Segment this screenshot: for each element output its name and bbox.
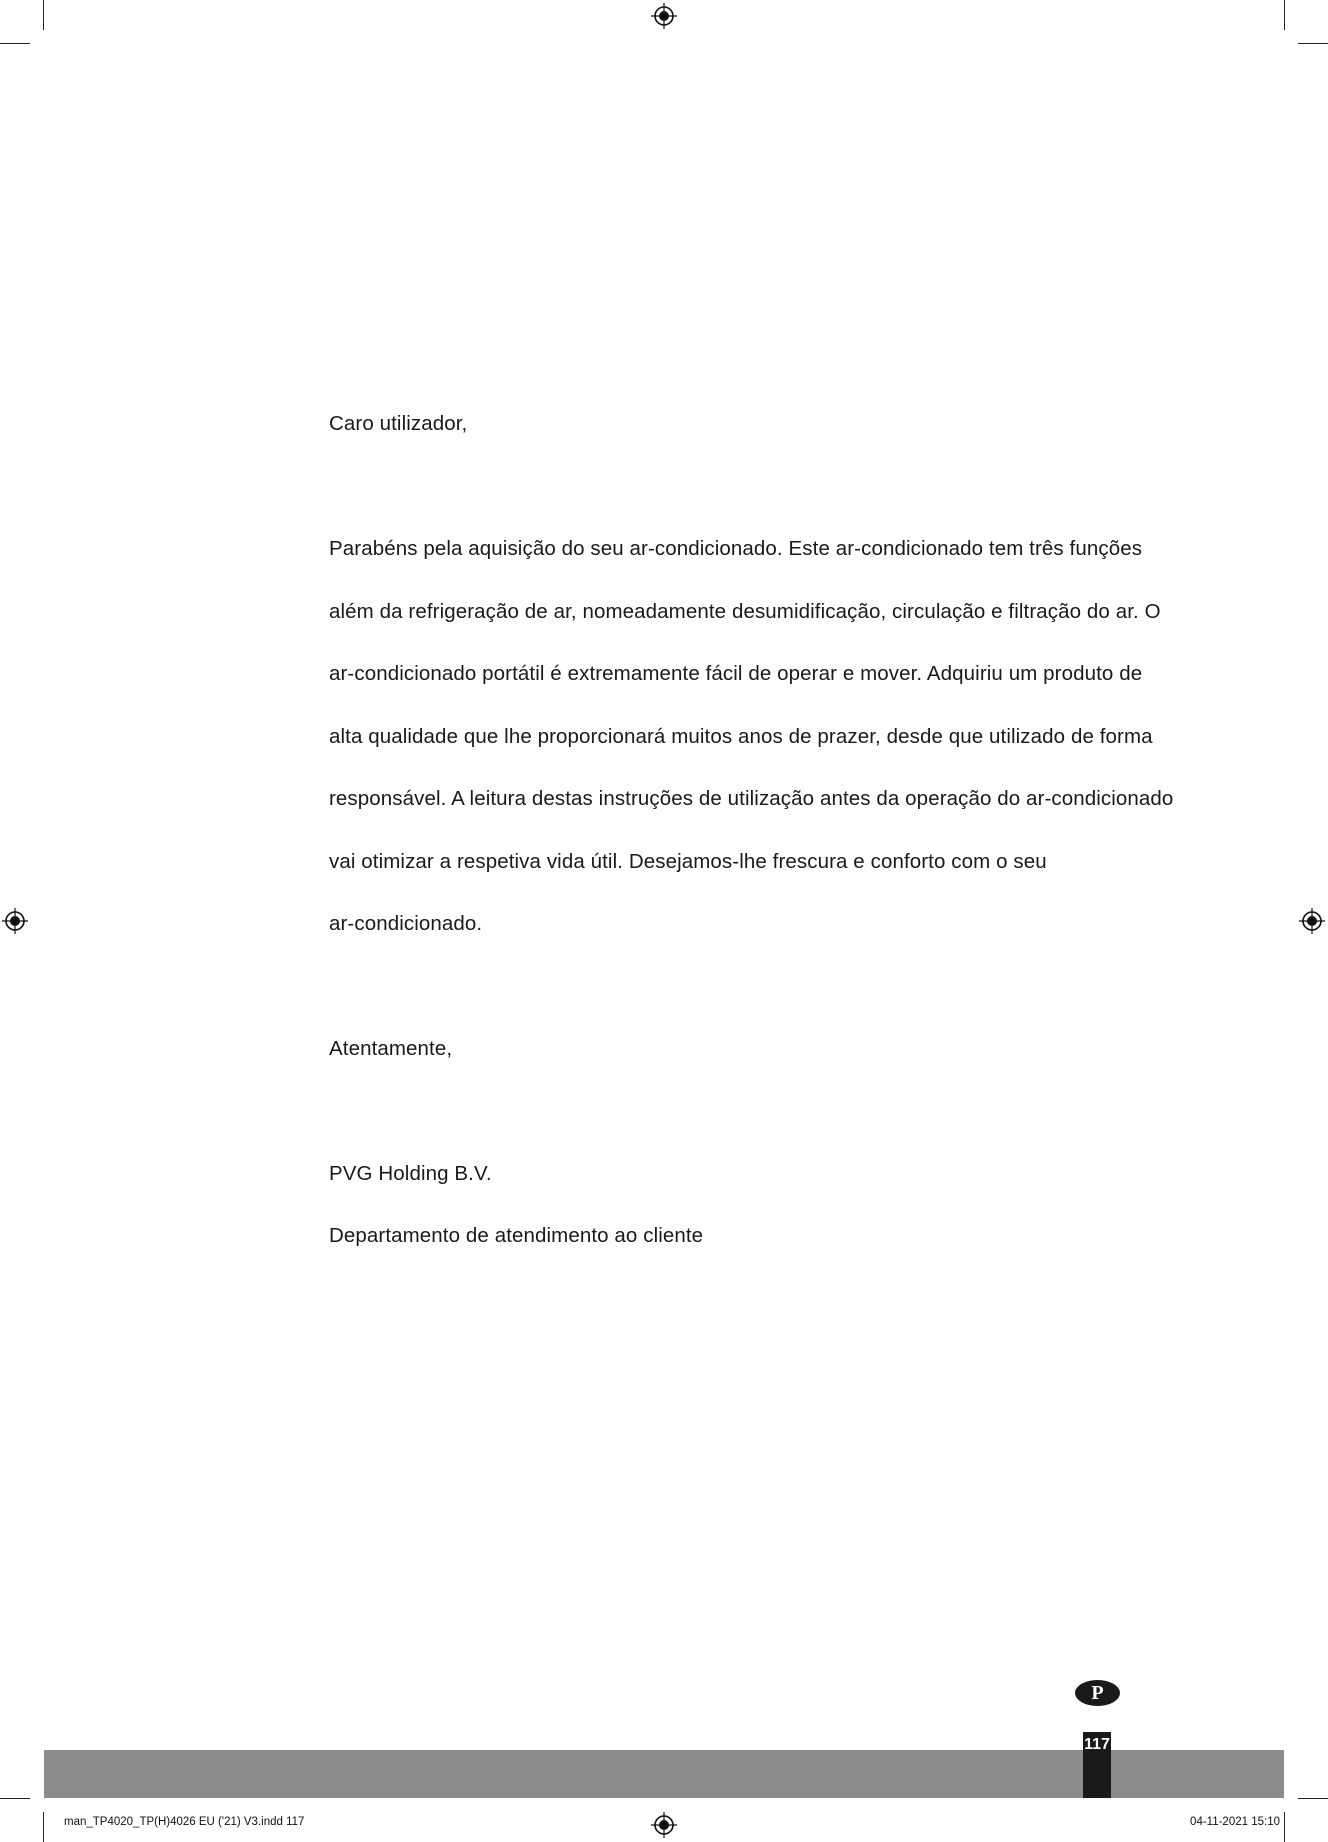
page-number: 117 bbox=[1083, 1732, 1111, 1798]
closing: Atentamente, bbox=[329, 1037, 453, 1060]
department-name: Departamento de atendimento ao cliente bbox=[329, 1224, 704, 1247]
crop-mark-bottom-right-h bbox=[1298, 1798, 1328, 1799]
registration-mark-icon bbox=[651, 3, 677, 29]
registration-mark-icon bbox=[651, 1812, 677, 1838]
body-line: alta qualidade que lhe proporcionará muitos anos de prazer, desde que utilizado de forma bbox=[329, 725, 1153, 748]
body-line: responsável. A leitura destas instruções de utilização antes da operação do ar-condicionado bbox=[329, 787, 1174, 810]
crop-mark-top-left-v bbox=[43, 0, 44, 30]
crop-mark-top-right-v bbox=[1284, 0, 1285, 30]
company-name: PVG Holding B.V. bbox=[329, 1162, 492, 1185]
crop-mark-bottom-right-v bbox=[1284, 1812, 1285, 1842]
body-line: Parabéns pela aquisição do seu ar-condicionado. Este ar-condicionado tem três funções bbox=[329, 537, 1143, 560]
print-slug-datetime: 04-11-2021 15:10 bbox=[1190, 1816, 1280, 1828]
registration-mark-icon bbox=[2, 908, 28, 934]
registration-mark-icon bbox=[1299, 908, 1325, 934]
body-line: além da refrigeração de ar, nomeadamente desumidificação, circulação e filtração do ar. O bbox=[329, 600, 1161, 623]
body-line: ar-condicionado. bbox=[329, 912, 483, 935]
crop-mark-bottom-left-v bbox=[43, 1812, 44, 1842]
greeting: Caro utilizador, bbox=[329, 412, 468, 435]
language-badge: P bbox=[1075, 1680, 1120, 1706]
body-line: vai otimizar a respetiva vida útil. Desejamos-lhe frescura e conforto com o seu bbox=[329, 850, 1047, 873]
crop-mark-bottom-left-h bbox=[0, 1798, 30, 1799]
crop-mark-top-right-h bbox=[1298, 43, 1328, 44]
body-line: ar-condicionado portátil é extremamente fácil de operar e mover. Adquiriu um produto de bbox=[329, 662, 1143, 685]
print-slug-file: man_TP4020_TP(H)4026 EU ('21) V3.indd 117 bbox=[64, 1816, 305, 1828]
crop-mark-top-left-h bbox=[0, 43, 30, 44]
